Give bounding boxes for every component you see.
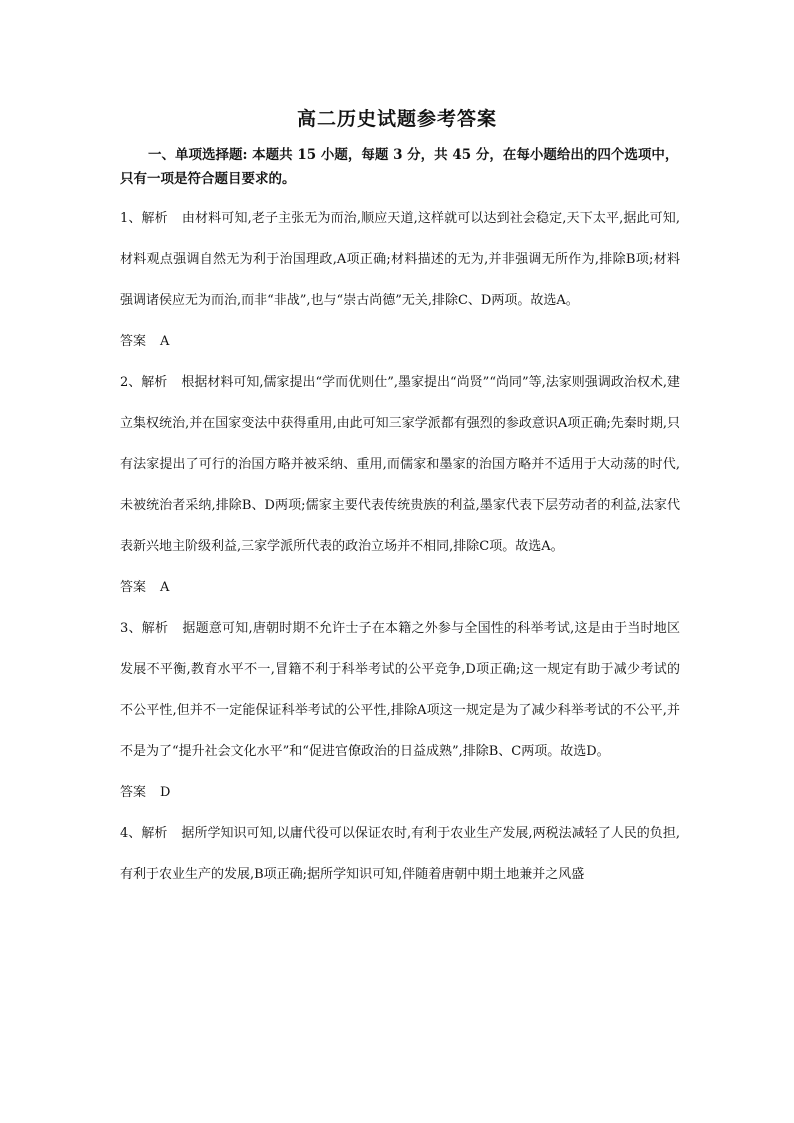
question-number: 3、 — [120, 621, 142, 636]
question-item-1 — [120, 198, 680, 362]
answer-line — [120, 567, 680, 608]
section-intro — [120, 143, 680, 191]
analysis-text: 根据材料可知,儒家提出“学而优则仕”,墨家提出“尚贤”“尚同”等,法家则强调政治权术,建立集权统治,并在国家变法中获得重用,由此可知三家学派都有强烈的参政意识A项正确;先秦时期,只有法家提出了可行的治国方略并被采纳、重用,而儒家和墨家的治国方略并不适用于大动荡的时代,未被统治者采纳,排除B、D两项;儒家主要代表传统贵族的利益,墨家代表下层劳动者的利益,法家代表新兴地主阶级利益,三家学派所代表的政治立场并不相同,排除C项。故选A。 — [120, 375, 680, 554]
analysis-label: 解析 — [141, 211, 168, 226]
analysis-paragraph — [120, 198, 680, 321]
page-title: 高二历史试题参考答案 — [296, 108, 497, 130]
answer-label: 答案 — [120, 334, 147, 349]
answer-value: D — [160, 785, 171, 800]
answer-line — [120, 772, 680, 813]
question-number: 1、 — [120, 211, 142, 226]
question-item-2 — [120, 362, 680, 608]
analysis-paragraph — [120, 608, 680, 772]
answer-list — [120, 198, 680, 895]
answer-label: 答案 — [120, 785, 147, 800]
analysis-label: 解析 — [141, 621, 169, 636]
analysis-paragraph — [120, 362, 680, 567]
analysis-text: 据所学知识可知,以庸代役可以保证农时,有利于农业生产发展,两税法减轻了人民的负担,有利于农业生产的发展,B项正确;据所学知识可知,伴随着唐朝中期土地兼并之风盛 — [120, 826, 680, 882]
analysis-paragraph — [120, 813, 680, 895]
answer-value: A — [160, 334, 170, 349]
analysis-text: 据题意可知,唐朝时期不允许士子在本籍之外参与全国性的科举考试,这是由于当时地区发展不平衡,教育水平不一,冒籍不利于科举考试的公平竞争,D项正确;这一规定有助于减少考试的不公平性,但并不一定能保证科举考试的公平性,排除A项这一规定是为了减少科举考试的不公平,并不是为了“提升社会文化水平”和“促进官僚政治的日益成熟”,排除B、C两项。故选D。 — [120, 621, 680, 759]
section-intro-text: 一、单项选择题: 本题共 15 小题，每题 3 分，共 45 分，在每小题给出的四个选项中，只有一项是符合题目要求的。 — [120, 147, 679, 187]
analysis-label: 解析 — [141, 826, 168, 841]
answer-label: 答案 — [120, 580, 147, 595]
question-number: 4、 — [120, 826, 142, 841]
analysis-text: 由材料可知,老子主张无为而治,顺应天道,这样就可以达到社会稳定,天下太平,据此可知,材料观点强调自然无为利于治国理政,A项正确;材料描述的无为,并非强调无所作为,排除B项;材料强调诸侯应无为而治,而非“非战”,也与“崇古尚德”无关,排除C、D两项。故选A。 — [120, 211, 680, 308]
analysis-label: 解析 — [141, 375, 168, 390]
answer-value: A — [160, 580, 170, 595]
question-item-3 — [120, 608, 680, 813]
question-item-4 — [120, 813, 680, 895]
answer-line — [120, 321, 680, 362]
question-number: 2、 — [120, 375, 142, 390]
